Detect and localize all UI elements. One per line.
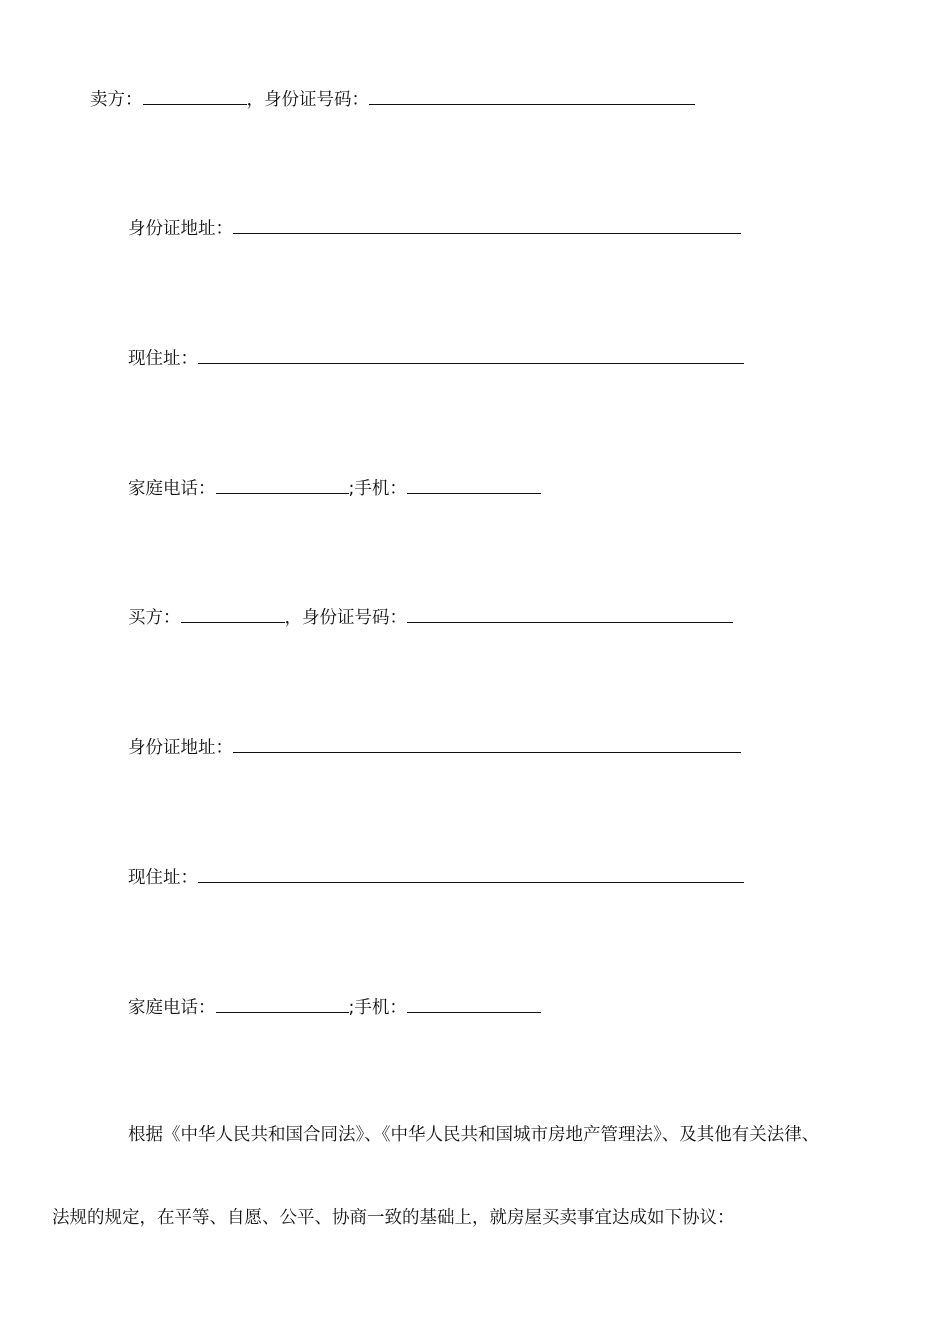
- preamble-line-1: 根据《中华人民共和国合同法》、《中华人民共和国城市房地产管理法》、及其他有关法律、: [128, 1125, 820, 1145]
- buyer-mobile-label: ;手机：: [348, 998, 407, 1018]
- buyer-id-address-row: [128, 734, 741, 758]
- buyer-phone-row: [128, 994, 541, 1018]
- buyer-home-phone-blank[interactable]: [216, 994, 349, 1013]
- seller-id-label: ，身份证号码：: [246, 90, 369, 110]
- seller-name-label: 卖方：: [90, 90, 143, 110]
- seller-mobile-label: ;手机：: [348, 479, 407, 499]
- preamble-line-2: 法规的规定，在平等、自愿、公平、协商一致的基础上，就房屋买卖事宜达成如下协议：: [52, 1208, 735, 1228]
- buyer-home-phone-label: 家庭电话：: [128, 998, 216, 1018]
- buyer-name-blank[interactable]: [181, 604, 285, 623]
- seller-id-address-blank[interactable]: [233, 215, 741, 234]
- buyer-mobile-blank[interactable]: [407, 994, 541, 1013]
- seller-current-address-label: 现住址：: [128, 349, 198, 369]
- seller-home-phone-label: 家庭电话：: [128, 479, 216, 499]
- seller-phone-row: [128, 475, 541, 499]
- seller-current-address-blank[interactable]: [198, 345, 744, 364]
- seller-current-address-row: [128, 345, 744, 369]
- seller-name-row: [90, 86, 695, 110]
- buyer-current-address-row: [128, 864, 744, 888]
- seller-id-address-row: [128, 215, 741, 239]
- buyer-id-address-label: 身份证地址：: [128, 738, 233, 758]
- buyer-id-blank[interactable]: [407, 604, 733, 623]
- buyer-id-address-blank[interactable]: [233, 734, 741, 753]
- seller-id-blank[interactable]: [369, 86, 695, 105]
- buyer-name-row: [128, 604, 733, 628]
- buyer-current-address-blank[interactable]: [198, 864, 744, 883]
- buyer-name-label: 买方：: [128, 608, 181, 628]
- seller-home-phone-blank[interactable]: [216, 475, 349, 494]
- buyer-current-address-label: 现住址：: [128, 868, 198, 888]
- buyer-id-label: ，身份证号码：: [284, 608, 407, 628]
- seller-name-blank[interactable]: [143, 86, 247, 105]
- seller-mobile-blank[interactable]: [407, 475, 541, 494]
- seller-id-address-label: 身份证地址：: [128, 219, 233, 239]
